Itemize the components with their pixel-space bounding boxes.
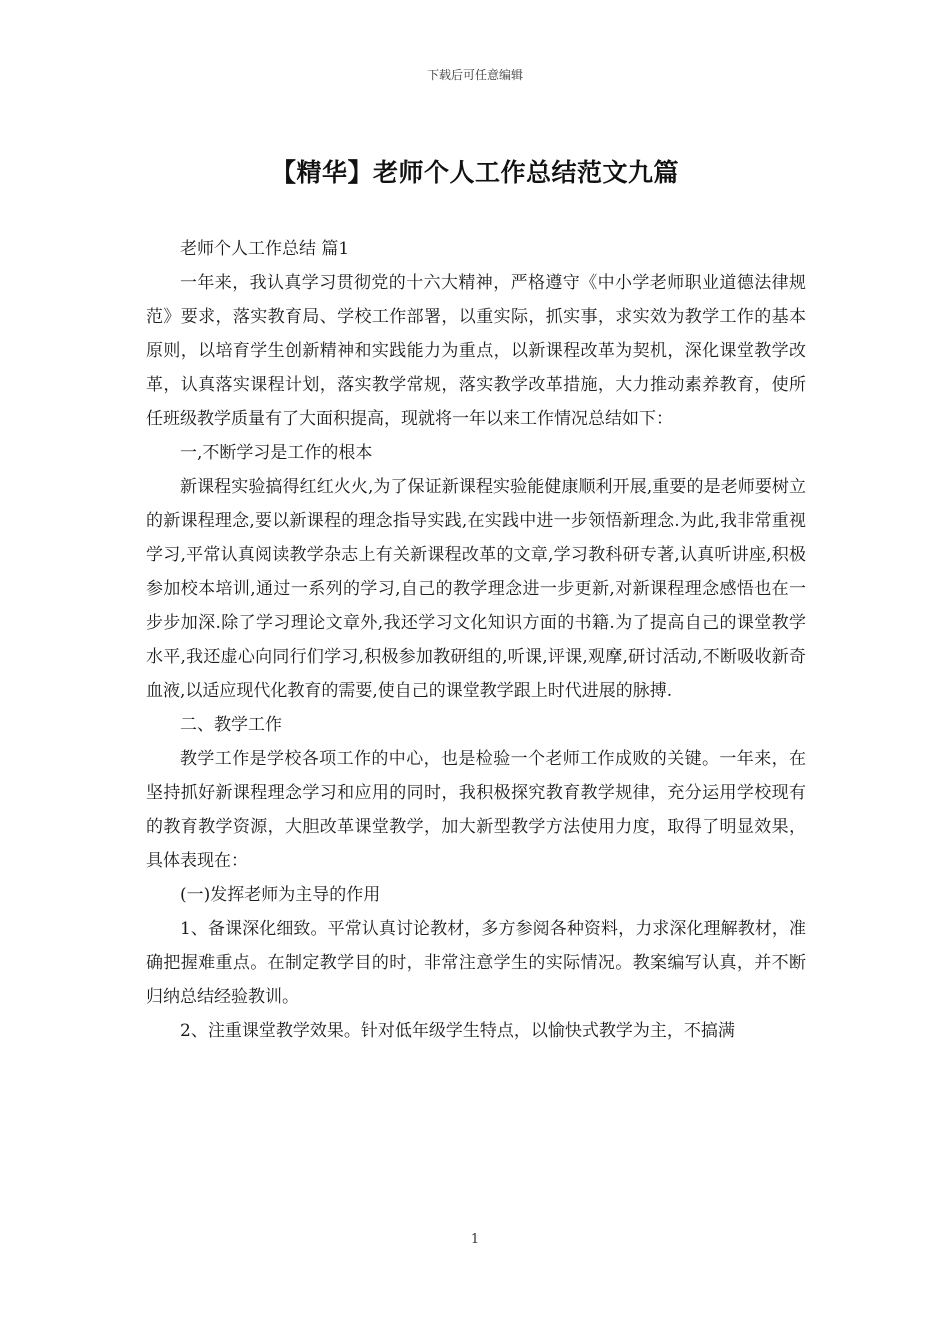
page-number: 1 [470, 1232, 480, 1247]
document-body [146, 232, 806, 1048]
paragraph: 1、备课深化细致。平常认真讨论教材，多方参阅各种资料，力求深化理解教材，准确把握难重点。在制定教学目的时，非常注意学生的实际情况。教案编写认真，并不断归纳总结经验教训。 [146, 919, 806, 1007]
section-heading: 老师个人工作总结 篇1 [180, 239, 350, 259]
header-note: 下载后可任意编辑 [426, 68, 523, 82]
paragraph: 新课程实验搞得红红火火,为了保证新课程实验能健康顺利开展,重要的是老师要树立的新课程理念,要以新课程的理念指导实践,在实践中进一步领悟新理念.为此,我非常重视学习,平常认真阅读教学杂志上有关新课程改革的文章,学习教科研专著,认真听讲座,积极参加校本培训,通过一系列的学习,自己的教学理念进一步更新,对新课程理念感悟也在一步步加深.除了学习理论文章外,我还学习文化知识方面的书籍.为了提高自己的课堂教学水平,我还虚心向同行们学习,积极参加教研组的,听课,评课,观摩,研讨活动,不断吸收新奇血液,以适应现代化教育的需要,使自己的课堂教学跟上时代进展的脉搏. [146, 477, 806, 701]
section-heading: 二、教学工作 [180, 715, 282, 735]
paragraph: 教学工作是学校各项工作的中心，也是检验一个老师工作成败的关键。一年来，在坚持抓好新课程理念学习和应用的同时，我积极探究教育教学规律，充分运用学校现有的教育教学资源，大胆改革课堂教学，加大新型教学方法使用力度，取得了明显效果，具体表现在： [146, 749, 806, 871]
paragraph: 2、注重课堂教学效果。针对低年级学生特点，以愉快式教学为主，不搞满 [180, 1021, 735, 1041]
section-heading: (一)发挥老师为主导的作用 [180, 885, 381, 905]
document-title: 【精华】老师个人工作总结范文九篇 [270, 158, 679, 187]
section-heading: 一,不断学习是工作的根本 [180, 443, 373, 463]
paragraph: 一年来，我认真学习贯彻党的十六大精神，严格遵守《中小学老师职业道德法律规范》要求，落实教育局、学校工作部署，以重实际，抓实事，求实效为教学工作的基本原则，以培育学生创新精神和实践能力为重点，以新课程改革为契机，深化课堂教学改革，认真落实课程计划，落实教学常规，落实教学改革措施，大力推动素养教育，使所任班级教学质量有了大面积提高，现就将一年以来工作情况总结如下： [146, 273, 806, 429]
